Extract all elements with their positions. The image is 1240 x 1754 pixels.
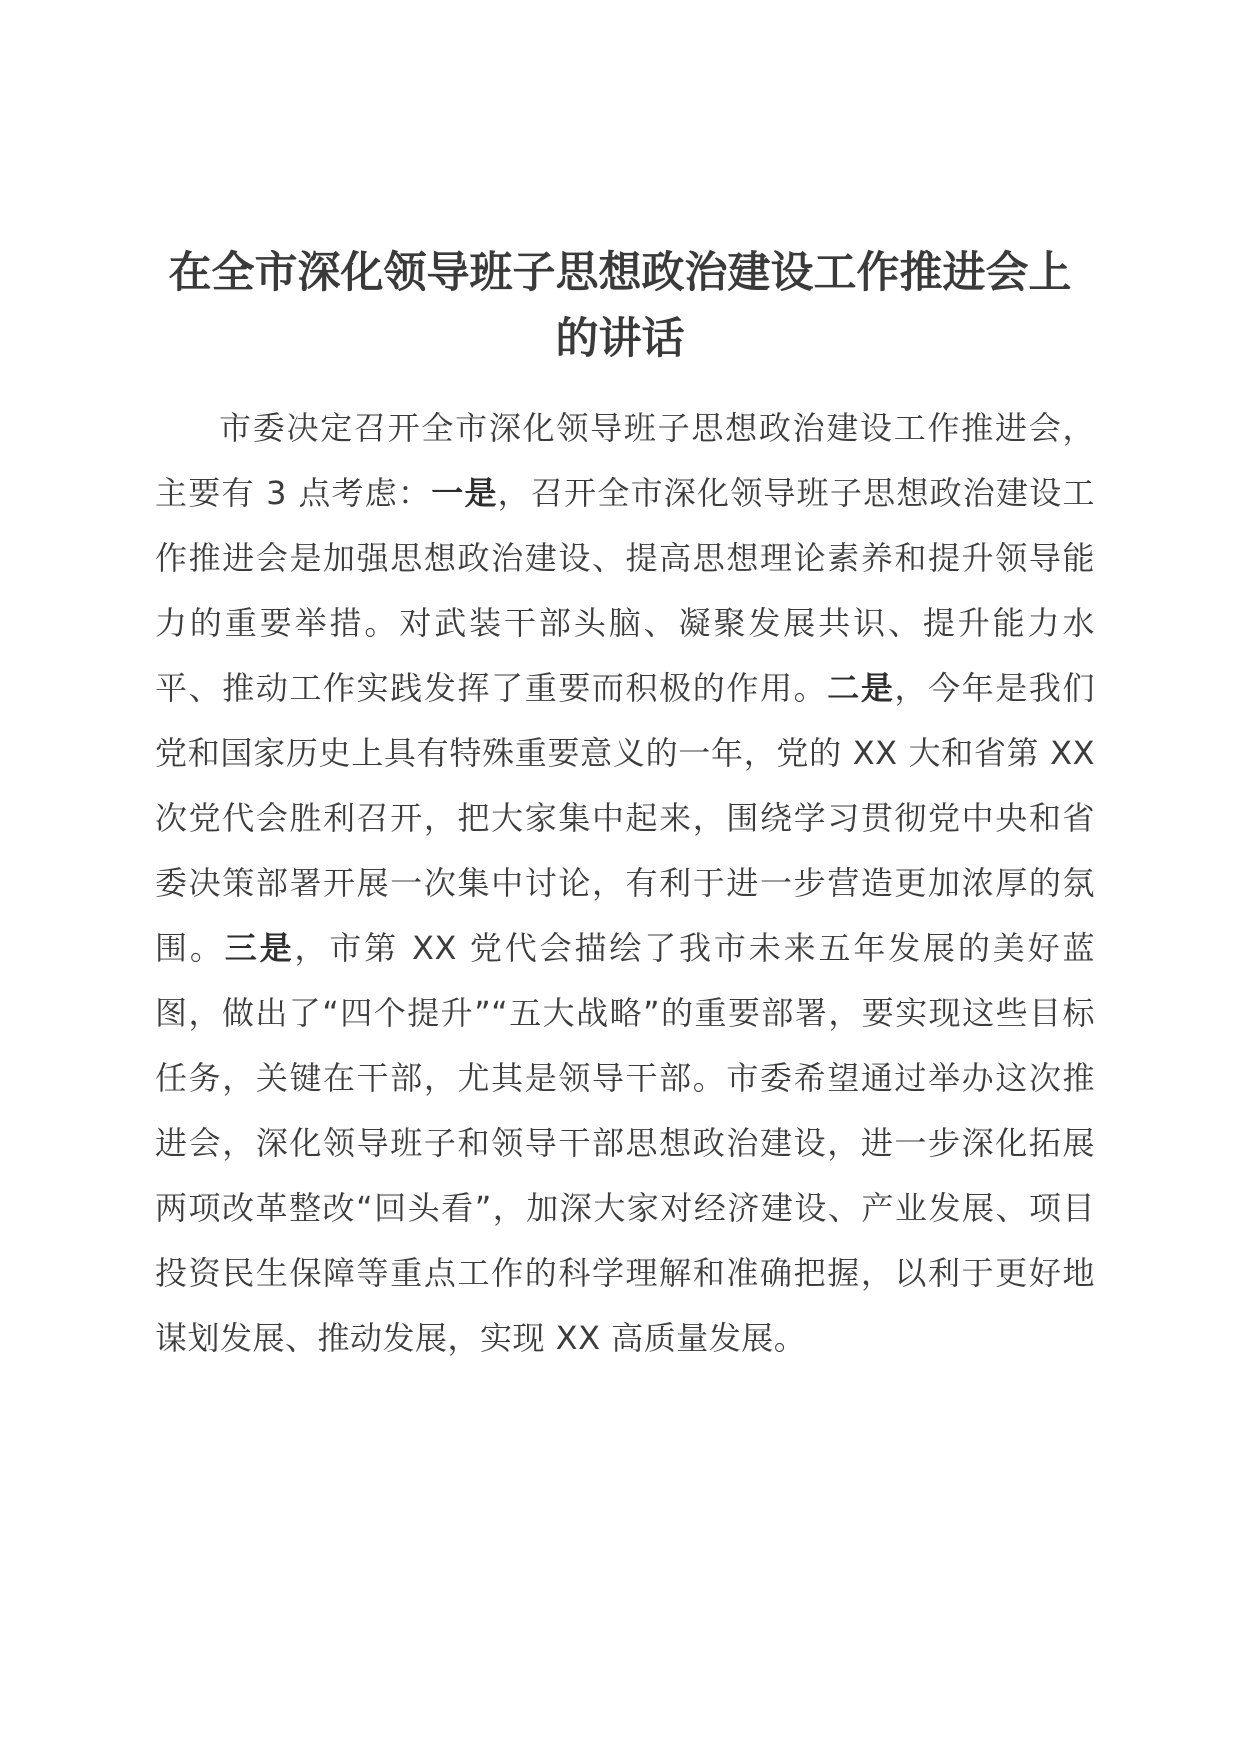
point-one-marker: 一是 (431, 474, 498, 512)
document-title: 在全市深化领导班子思想政治建设工作推进会上的讲话 (168, 248, 1072, 364)
point-three-text: ，市第 XX 党代会描绘了我市未来五年发展的美好蓝图，做出了“四个提升”“五大战略”的重要部署，要实现这些目标任务，关键在干部，尤其是领导干部。市委希望通过举办这次推进会，深化领导班子和领导干部思想政治建设，进一步深化拓展两项改革整改“回头看”，加深大家对经济建设、产业发展、项目投资民生保障等重点工作的科学理解和准确把握，以利于更好地谋划发展、推动发展，实现 XX 高质量发展。 (155, 929, 1095, 1357)
intro-text: 市委决定召开全市深化领导班子思想政治建设工作推进会，主要有 3 点考虑： (155, 409, 1095, 512)
point-two-marker: 二是 (827, 669, 895, 707)
point-one-text: ，召开全市深化领导班子思想政治建设工作推进会是加强思想政治建设、提高思想理论素养和提升领导能力的重要举措。对武装干部头脑、凝聚发展共识、提升能力水平、推动工作实践发挥了重要而积极的作用。 (155, 474, 1095, 707)
point-two-text: ，今年是我们党和国家历史上具有特殊重要意义的一年，党的 XX 大和省第 XX 次党代会胜利召开，把大家集中起来，围绕学习贯彻党中央和省委决策部署开展一次集中讨论，有利于进一步营造更加浓厚的氛围。 (155, 669, 1095, 967)
body-paragraph (155, 396, 1095, 1371)
point-three-marker: 三是 (224, 929, 295, 967)
